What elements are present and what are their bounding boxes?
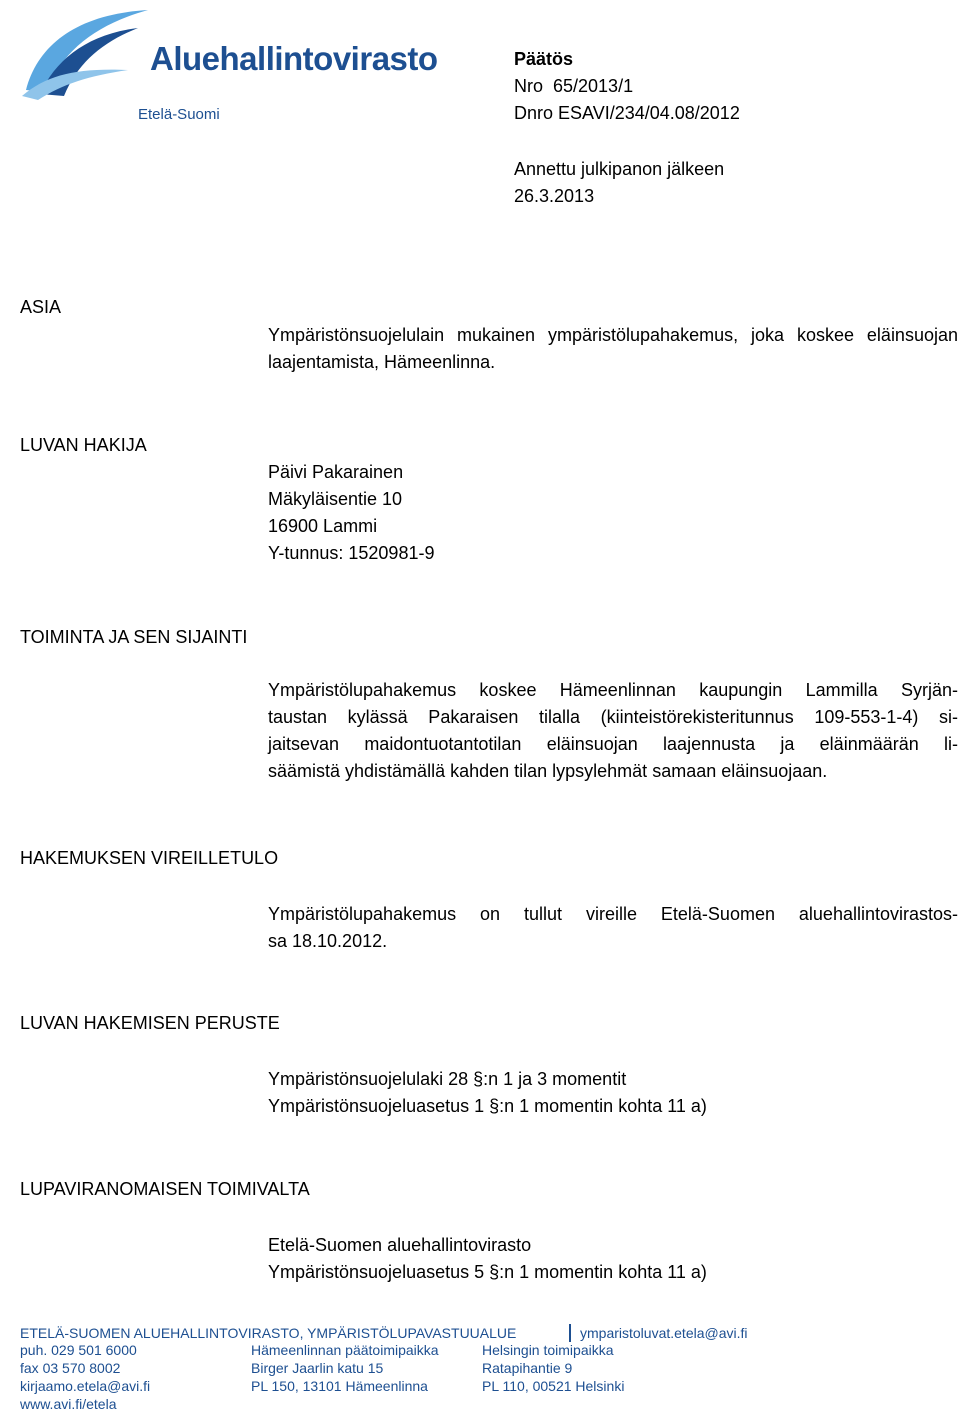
- footer-office-hml-po: PL 150, 13101 Hämeenlinna: [251, 1378, 428, 1394]
- footer-separator: [569, 1324, 571, 1342]
- footer-fax: fax 03 570 8002: [20, 1360, 121, 1376]
- applicant-postal: 16900 Lammi: [268, 516, 378, 536]
- footer-unit: ETELÄ-SUOMEN ALUEHALLINTOVIRASTO, YMPÄRISTÖLUPAVASTUUALUE: [20, 1325, 517, 1341]
- footer-office-hml-title: Hämeenlinnan päätoimipaikka: [251, 1342, 439, 1358]
- heading-toiminta: TOIMINTA JA SEN SIJAINTI: [20, 627, 248, 647]
- heading-hakija: LUVAN HAKIJA: [20, 435, 147, 455]
- heading-toimivalta: LUPAVIRANOMAISEN TOIMIVALTA: [20, 1179, 310, 1199]
- applicant-address: Mäkyläisentie 10: [268, 489, 403, 509]
- footer-office-hki-title: Helsingin toimipaikka: [482, 1342, 614, 1358]
- footer-unit-email[interactable]: ymparistoluvat.etela@avi.fi: [580, 1325, 748, 1341]
- footer-office-hki-po: PL 110, 00521 Helsinki: [482, 1378, 625, 1394]
- toiminta-line: säämistä yhdistämällä kahden tilan lypsylehmät samaan eläinsuojaan.: [268, 761, 828, 781]
- toiminta-line: taustan kylässä Pakaraisen tilalla (kiinteistörekisteritunnus 109-553-1-4) si-: [268, 707, 958, 727]
- record-number: Dnro ESAVI/234/04.08/2012: [514, 103, 740, 123]
- footer-office-hki-street: Ratapihantie 9: [482, 1360, 573, 1376]
- peruste-line: Ympäristönsuojeluasetus 1 §:n 1 momentin kohta 11 a): [268, 1096, 707, 1116]
- peruste-line: Ympäristönsuojelulaki 28 §:n 1 ja 3 momentit: [268, 1069, 627, 1089]
- decision-label: Päätös: [514, 49, 574, 69]
- heading-asia: ASIA: [20, 297, 62, 317]
- footer-email[interactable]: kirjaamo.etela@avi.fi: [20, 1378, 151, 1394]
- asia-text: Ympäristönsuojelulain mukainen ympäristölupahakemus, joka koskee eläinsuojan laajentamista, Hämeenlinna.: [268, 325, 958, 372]
- vireilletulo-line: Ympäristölupahakemus on tullut vireille Etelä-Suomen aluehallintovirastos-: [268, 904, 958, 924]
- toimivalta-line: Ympäristönsuojeluasetus 5 §:n 1 momentin kohta 11 a): [268, 1262, 707, 1282]
- region-label: Etelä-Suomi: [138, 106, 220, 123]
- applicant-name: Päivi Pakarainen: [268, 462, 404, 482]
- decision-number: Nro 65/2013/1: [514, 76, 634, 96]
- footer-phone: puh. 029 501 6000: [20, 1342, 137, 1358]
- footer-website[interactable]: www.avi.fi/etela: [20, 1396, 117, 1412]
- toimivalta-line: Etelä-Suomen aluehallintovirasto: [268, 1235, 532, 1255]
- toiminta-line: jaitsevan maidontuotantotilan eläinsuojan laajennusta ja eläinmäärän li-: [268, 734, 958, 754]
- heading-vireilletulo: HAKEMUKSEN VIREILLETULO: [20, 848, 279, 868]
- footer-office-hml-street: Birger Jaarlin katu 15: [251, 1360, 384, 1376]
- given-label: Annettu julkipanon jälkeen: [514, 159, 725, 179]
- heading-peruste: LUVAN HAKEMISEN PERUSTE: [20, 1013, 280, 1033]
- org-name: Aluehallintovirasto: [150, 40, 438, 77]
- given-date: 26.3.2013: [514, 186, 595, 206]
- toiminta-line: Ympäristölupahakemus koskee Hämeenlinnan kaupungin Lammilla Syrjän-: [268, 680, 958, 700]
- vireilletulo-line: sa 18.10.2012.: [268, 931, 388, 951]
- aluehallintovirasto-swoosh-icon: [18, 4, 168, 100]
- applicant-business-id: Y-tunnus: 1520981-9: [268, 543, 435, 563]
